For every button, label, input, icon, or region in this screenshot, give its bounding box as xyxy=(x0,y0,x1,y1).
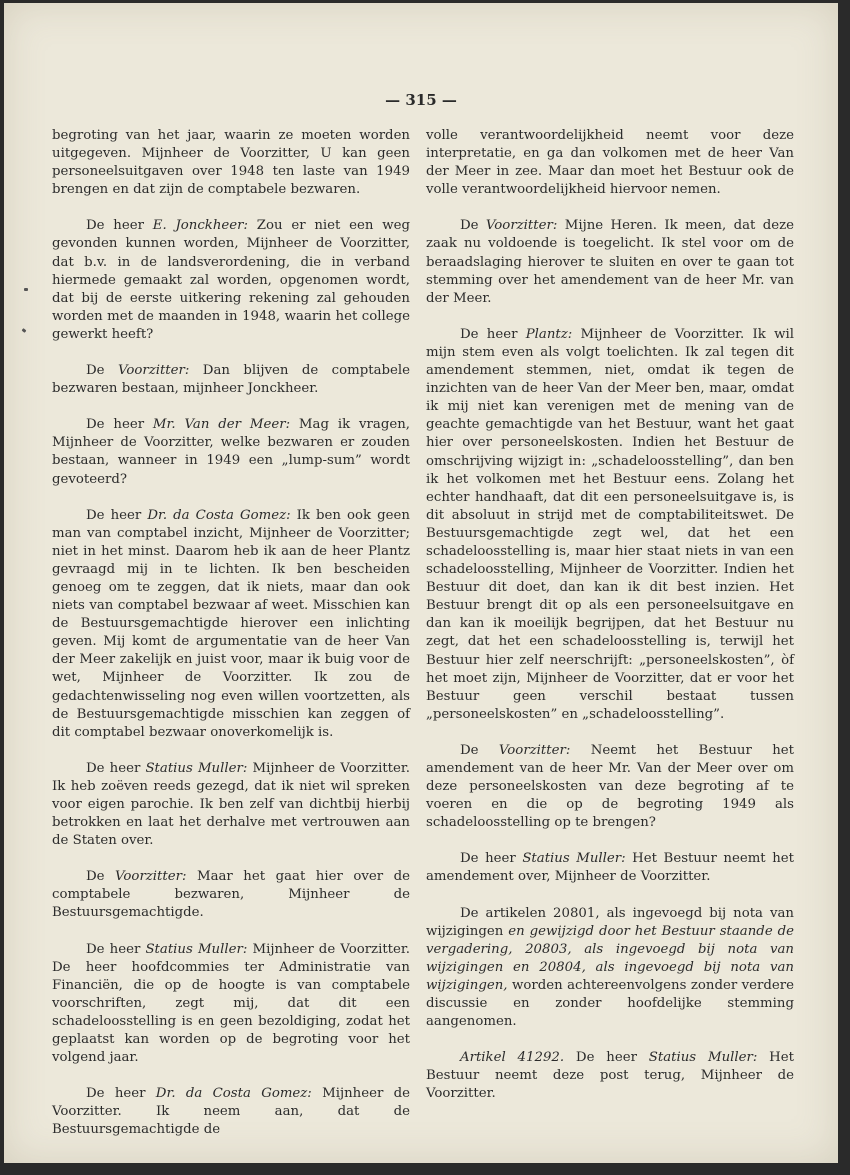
speaker-name: Plantz: xyxy=(525,326,573,342)
left-column xyxy=(52,127,410,1158)
speaker-name: Statius Muller: xyxy=(145,941,248,957)
paragraph: De heer Statius Muller: Mijnheer de Voorzitter. De heer hoofdcommies ter Administratie van Financiën, die op de hoogte is van comptabele voorschriften, zegt mij, dat dit een schadeloosstelling is en geen bezoldiging, zodat het geplaatst kan worden op de begroting voor het volgend jaar. xyxy=(52,941,410,1066)
speaker-name: Statius Muller: xyxy=(145,760,248,776)
paragraph: De heer E. Jonckheer: Zou er niet een weg gevonden kunnen worden, Mijnheer de Voorzitter, dat b.v. in de landsverordening, die in verband hiermede gemaakt zal worden, opgenomen wordt, dat bij de eerste uitkering rekening zal gehouden worden met de maanden in 1948, waarin het college gewerkt heeft? xyxy=(52,218,410,342)
speaker-name: Statius Muller: xyxy=(648,1050,758,1066)
italic-text: en gewijzigd door het Bestuur staande de vergadering, 20803, als ingevoegd bij nota van wijzigingen en 20804, als ingevoegd bij nota van wijzigingen, xyxy=(426,923,795,993)
paragraph: De artikelen 20801, als ingevoegd bij nota van wijzigingen en gewijzigd door het Bestuur staande de vergadering, 20803, als ingevoegd bij nota van wijzigingen en 20804, als ingevoegd bij nota van wijzigingen, worden achtereenvolgens zonder verdere discussie en zonder hoofdelijke stemming aangenomen. xyxy=(426,905,795,1030)
paragraph: De Voorzitter: Dan blijven de comptabele bezwaren bestaan, mijnheer Jonckheer. xyxy=(52,363,410,397)
speaker-name: Voorzitter: xyxy=(498,742,571,758)
paragraph: begroting van het jaar, waarin ze moeten worden uitgegeven. Mijnheer de Voorzitter, U kan geen personeelsuitgaven over 1948 ten laste van 1949 brengen en dat zijn de comptabele bezwaren. xyxy=(52,128,410,198)
page-number: — 315 — xyxy=(385,91,457,109)
scan-mark xyxy=(22,328,27,333)
paragraph: De heer Dr. da Costa Gomez: Mijnheer de Voorzitter. Ik neem aan, dat de Bestuursgemachtigde de xyxy=(52,1086,410,1138)
paragraph: De Voorzitter: Maar het gaat hier over de comptabele bezwaren, Mijnheer de Bestuursgemachtigde. xyxy=(52,869,410,921)
article-label: Artikel 41292. xyxy=(460,1050,565,1066)
speaker-name: Statius Muller: xyxy=(522,851,626,867)
paragraph: De heer Plantz: Mijnheer de Voorzitter. Ik wil mijn stem even als volgt toelichten. Ik zal tegen dit amendement stemmen, niet, omdat ik tegen de inzichten van de heer Van der Meer ben, maar, omdat ik mij niet kan verenigen met de mening van de geachte gemachtigde van het Bestuur, want het gaat hier over personeelskosten. Indien het Bestuur de omschrijving wijzigt in: „schadeloosstelling”, dan ben ik het volkomen met het Bestuur eens. Zolang het echter handhaaft, dat dit een personeelsuitgave is, is dit absoluut in strijd met de comptabiliteitswet. De Bestuursgemachtigde zegt wel, dat het een schadeloosstelling is, maar hier staat niets in van een schadeloosstelling, Mijnheer de Voorzitter. Indien het Bestuur dit doet, dan kan ik dit best inzien. Het Bestuur brengt dit op als een personeelsuitgave en dan kan ik moeilijk begrijpen, dat het Bestuur nu zegt, dat het een schadeloosstelling is, terwijl het Bestuur hier zelf neerschrijft: „personeelskosten”, òf het moet zijn, Mijnheer de Voorzitter, dat er voor het Bestuur geen verschil bestaat tussen „personeelskosten” en „schadeloosstelling”. xyxy=(426,326,794,722)
document-page xyxy=(4,3,838,1163)
speaker-name: Mr. Van der Meer: xyxy=(152,417,291,433)
paragraph: De Voorzitter: Neemt het Bestuur het amendement van de heer Mr. Van der Meer over om deze personeelskosten van deze begroting af te voeren en die op de begroting 1949 als schadeloosstelling op te brengen? xyxy=(426,742,795,831)
paragraph: De Voorzitter: Mijne Heren. Ik meen, dat deze zaak nu voldoende is toegelicht. Ik stel voor om de beraadslaging hierover te sluiten en over te gaan tot stemming over het amendement van de heer Mr. van der Meer. xyxy=(426,218,795,306)
paragraph: Artikel 41292. De heer Statius Muller: Het Bestuur neemt deze post terug, Mijnheer de Voorzitter. xyxy=(426,1050,794,1102)
speaker-name: Dr. da Costa Gomez: xyxy=(155,1086,312,1102)
speaker-name: Voorzitter: xyxy=(117,363,190,379)
speaker-name: E. Jonckheer: xyxy=(152,218,248,234)
paragraph: De heer Statius Muller: Mijnheer de Voorzitter. Ik heb zoëven reeds gezegd, dat ik niet wil spreken voor eigen parochie. Ik ben zelf van dichtbij hierbij betrokken en laat het derhalve met vertrouwen aan de Staten over. xyxy=(52,760,410,849)
speaker-name: Voorzitter: xyxy=(485,218,558,234)
right-column xyxy=(426,127,794,1122)
speaker-name: Voorzitter: xyxy=(115,869,187,885)
speaker-name: Dr. da Costa Gomez: xyxy=(147,507,291,523)
paragraph: De heer Mr. Van der Meer: Mag ik vragen, Mijnheer de Voorzitter, welke bezwaren er zouden bestaan, wanneer in 1949 een „lump-sum” wordt gevoteerd? xyxy=(52,417,410,487)
scan-mark xyxy=(24,288,28,291)
paragraph: De heer Statius Muller: Het Bestuur neemt het amendement over, Mijnheer de Voorzitter. xyxy=(426,851,794,885)
paragraph: De heer Dr. da Costa Gomez: Ik ben ook geen man van comptabel inzicht, Mijnheer de Voorzitter; niet in het minst. Daarom heb ik aan de heer Plantz gevraagd mij in te lichten. Ik ben bescheiden genoeg om te zeggen, dat ik niets, maar dan ook niets van comptabel bezwaar af weet. Misschien kan de Bestuursgemachtigde hierover een inlichting geven. Mij komt de argumentatie van de heer Van der Meer zakelijk en juist voor, maar ik buig voor de wet, Mijnheer de Voorzitter. Ik zou de gedachtenwisseling nog even willen voortzetten, als de Bestuursgemachtigde misschien kan zeggen of dit comptabel bezwaar onoverkomelijk is. xyxy=(52,507,410,740)
paragraph: volle verantwoordelijkheid neemt voor deze interpretatie, en ga dan volkomen met de heer Van der Meer in zee. Maar dan moet het Bestuur ook de volle verantwoordelijkheid hiervoor nemen. xyxy=(426,128,794,198)
